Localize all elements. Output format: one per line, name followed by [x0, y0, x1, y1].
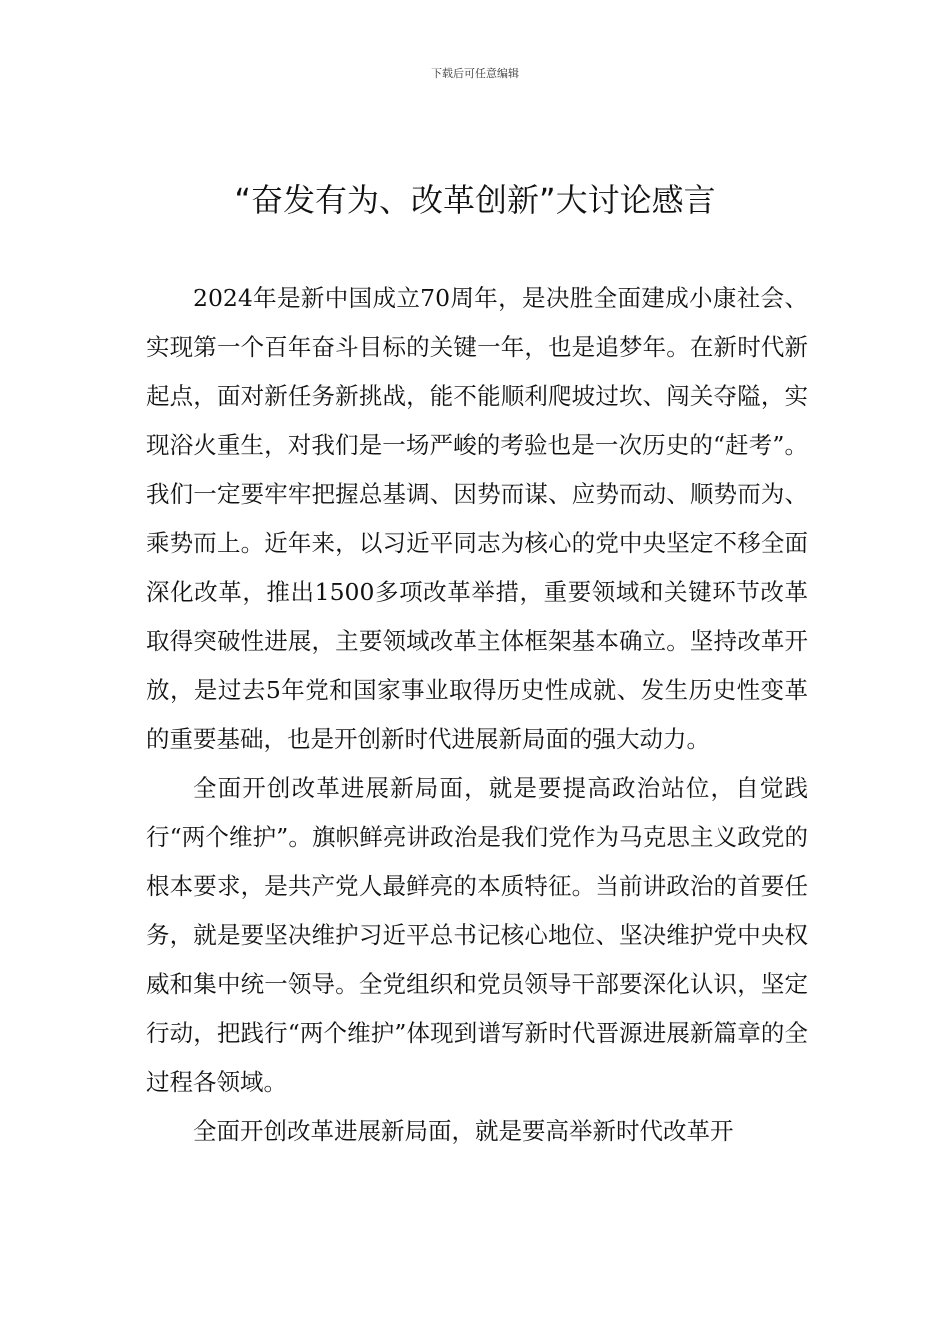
paragraph-2: 全面开创改革进展新局面，就是要提高政治站位，自觉践行“两个维护”。旗帜鲜亮讲政治是我们党作为马克思主义政党的根本要求，是共产党人最鲜亮的本质特征。当前讲政治的首要任务，就是要坚决维护习近平总书记核心地位、坚决维护党中央权威和集中统一领导。全党组织和党员领导干部要深化认识，坚定行动，把践行“两个维护”体现到谱写新时代晋源进展新篇章的全过程各领域。 — [146, 774, 808, 1096]
paragraph-1: 2024年是新中国成立70周年，是决胜全面建成小康社会、实现第一个百年奋斗目标的关键一年，也是追梦年。在新时代新起点，面对新任务新挑战，能不能顺利爬坡过坎、闯关夺隘，实现浴火重生，对我们是一场严峻的考验也是一次历史的“赶考”。我们一定要牢牢把握总基调、因势而谋、应势而动、顺势而为、乘势而上。近年来，以习近平同志为核心的党中央坚定不移全面深化改革，推出1500多项改革举措，重要领域和关键环节改革取得突破性进展，主要领域改革主体框架基本确立。坚持改革开放，是过去5年党和国家事业取得历史性成就、发生历史性变革的重要基础，也是开创新时代进展新局面的强大动力。 — [146, 284, 808, 753]
document-title: “奋发有为、改革创新”大讨论感言 — [234, 181, 716, 219]
paragraph-3: 全面开创改革进展新局面，就是要高举新时代改革开 — [193, 1117, 734, 1145]
document-body — [146, 274, 808, 1156]
header-note: 下载后可任意编辑 — [431, 67, 519, 80]
